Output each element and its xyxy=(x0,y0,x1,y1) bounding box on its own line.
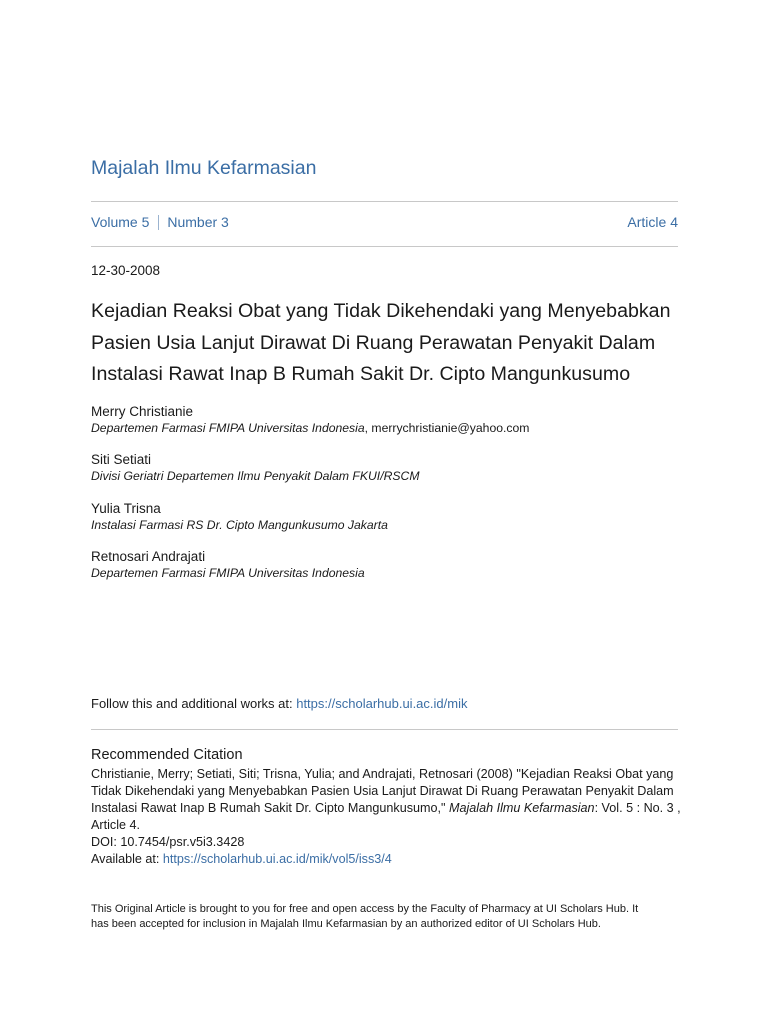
author-name: Merry Christianie xyxy=(91,404,194,419)
author-entry xyxy=(91,501,678,549)
publication-date: 12-30-2008 xyxy=(91,263,161,278)
follow-line xyxy=(91,696,467,711)
author-name: Yulia Trisna xyxy=(91,500,161,516)
footer-line: has been accepted for inclusion in Majalah Ilmu Kefarmasian by an authorized editor of UI Scholars Hub. xyxy=(91,918,601,930)
author-name: Siti Setiati xyxy=(91,452,152,468)
citation-line: Tidak Dikehendaki yang Menyebabkan Pasien Usia Lanjut Dirawat Di Ruang Perawatan Penyakit Dalam xyxy=(91,784,674,798)
citation-line: Article 4. xyxy=(91,818,140,832)
title-line: Pasien Usia Lanjut Dirawat Di Ruang Perawatan Penyakit Dalam xyxy=(91,331,656,354)
available-label: Available at: xyxy=(91,852,163,866)
author-entry xyxy=(91,452,678,500)
citation-line xyxy=(91,800,681,817)
affiliation-text: Instalasi Farmasi RS Dr. Cipto Mangunkusumo Jakarta xyxy=(91,517,388,532)
footer-notice xyxy=(91,902,678,932)
author-list xyxy=(91,404,678,597)
citation-journal: Majalah Ilmu Kefarmasian xyxy=(448,801,595,815)
divider-bottom xyxy=(91,729,678,730)
affiliation-text: Divisi Geriatri Departemen Ilmu Penyakit Dalam FKUI/RSCM xyxy=(91,469,420,484)
author-name: Retnosari Andrajati xyxy=(91,548,206,564)
author-affiliation xyxy=(91,565,678,581)
author-affiliation xyxy=(91,420,678,436)
article-url-link[interactable]: https://scholarhub.ui.ac.id/mik/vol5/iss3/4 xyxy=(162,852,392,866)
article-title xyxy=(91,296,691,391)
article-link[interactable]: Article 4 xyxy=(627,214,678,230)
issue-row xyxy=(91,214,678,230)
title-line: Instalasi Rawat Inap B Rumah Sakit Dr. Cipto Mangunkusumo xyxy=(91,363,631,385)
author-entry xyxy=(91,404,678,452)
recommended-citation-heading: Recommended Citation xyxy=(91,747,243,763)
divider-top xyxy=(91,201,678,202)
divider-middle xyxy=(91,246,678,247)
citation-doi: DOI: 10.7454/psr.v5i3.3428 xyxy=(91,835,245,849)
citation-text: Instalasi Rawat Inap B Rumah Sakit Dr. Cipto Mangunkusumo," xyxy=(91,801,449,815)
number-link[interactable]: Number 3 xyxy=(167,214,229,230)
issue-separator xyxy=(158,215,159,230)
affiliation-text: Departemen Farmasi FMIPA Universitas Indonesia xyxy=(91,565,365,580)
journal-name-link[interactable]: Majalah Ilmu Kefarmasian xyxy=(91,157,317,179)
footer-line: This Original Article is brought to you for free and open access by the Faculty of Pharmacy at UI Scholars Hub. It xyxy=(91,903,639,915)
author-affiliation xyxy=(91,517,678,533)
citation-line: Christianie, Merry; Setiati, Siti; Trisna, Yulia; and Andrajati, Retnosari (2008) "Kejadian Reaksi Obat yang xyxy=(91,767,674,781)
follow-text: Follow this and additional works at: xyxy=(91,696,297,711)
citation-volume: : Vol. 5 : No. 3 , xyxy=(594,801,681,815)
title-line: Kejadian Reaksi Obat yang Tidak Dikehendaki yang Menyebabkan xyxy=(91,300,671,322)
affiliation-text: Departemen Farmasi FMIPA Universitas Indonesia xyxy=(91,421,365,435)
author-affiliation xyxy=(91,468,678,484)
collection-link[interactable]: https://scholarhub.ui.ac.id/mik xyxy=(296,696,468,711)
volume-link[interactable]: Volume 5 xyxy=(91,214,150,230)
author-entry xyxy=(91,549,678,597)
author-email: , merrychristianie@yahoo.com xyxy=(364,421,530,435)
citation-available xyxy=(91,851,678,868)
citation-block xyxy=(91,766,681,868)
